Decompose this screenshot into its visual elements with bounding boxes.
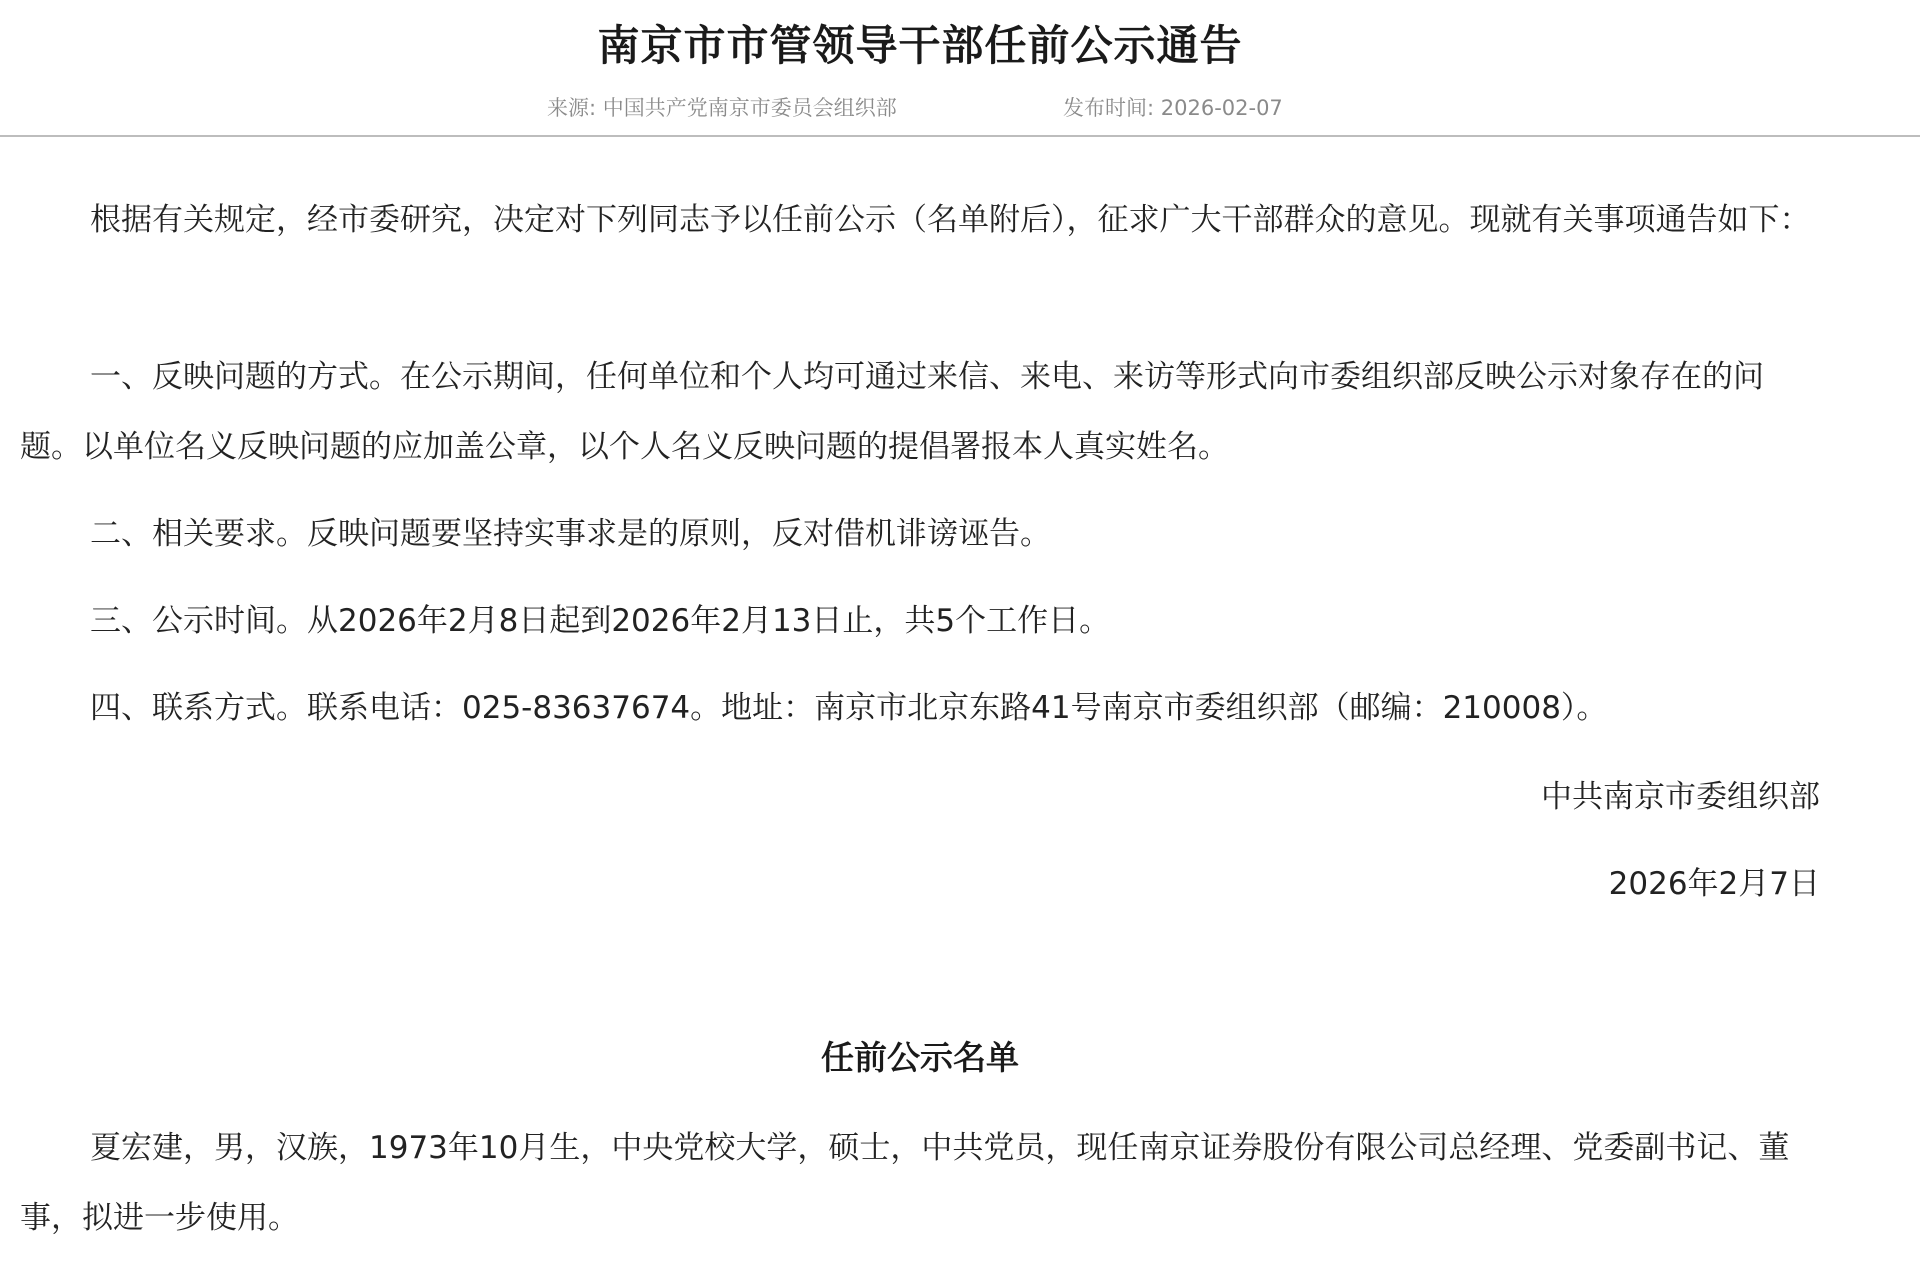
page-header <box>0 0 1920 137</box>
intro-text: 根据有关规定，经市委研究，决定对下列同志予以任前公示（名单附后），征求广大干部群众的意见。现就有关事项通告如下： <box>90 202 1811 238</box>
item-text-3: 三、公示时间。从2026年2月8日起到2026年2月13日止，共5个工作日。 <box>90 603 1111 639</box>
candidate-list-title: 任前公示名单 <box>821 1038 1019 1077</box>
item-text-2: 二、相关要求。反映问题要坚持实事求是的原则，反对借机诽谤诬告。 <box>90 516 1051 552</box>
item-paragraph-3 <box>20 586 1820 656</box>
source-label: 来源: 中国共产党南京市委员会组织部 <box>547 96 897 120</box>
page-title: 南京市市管领导干部任前公示通告 <box>597 21 1243 70</box>
item-paragraph-4 <box>20 673 1820 743</box>
item-text-1: 一、反映问题的方式。在公示期间，任何单位和个人均可通过来信、来电、来访等形式向市委组织部反映公示对象存在的问题。以单位名义反映问题的应加盖公章，以个人名义反映问题的提倡署报本人真实姓名。 <box>20 359 1764 465</box>
candidate-entry <box>20 1113 1820 1253</box>
intro-paragraph <box>20 185 1820 255</box>
signature-date: 2026年2月7日 <box>1608 866 1820 902</box>
item-paragraph-1 <box>20 342 1820 482</box>
item-paragraph-2 <box>20 499 1820 569</box>
candidate-entry-text: 夏宏建，男，汉族，1973年10月生，中央党校大学，硕士，中共党员，现任南京证券股份有限公司总经理、党委副书记、董事，拟进一步使用。 <box>20 1130 1790 1236</box>
item-text-4: 四、联系方式。联系电话：025-83637674。地址：南京市北京东路41号南京市委组织部（邮编：210008）。 <box>90 690 1608 726</box>
publish-time-label: 发布时间: 2026-02-07 <box>1063 96 1283 120</box>
signature-org: 中共南京市委组织部 <box>1541 779 1820 815</box>
